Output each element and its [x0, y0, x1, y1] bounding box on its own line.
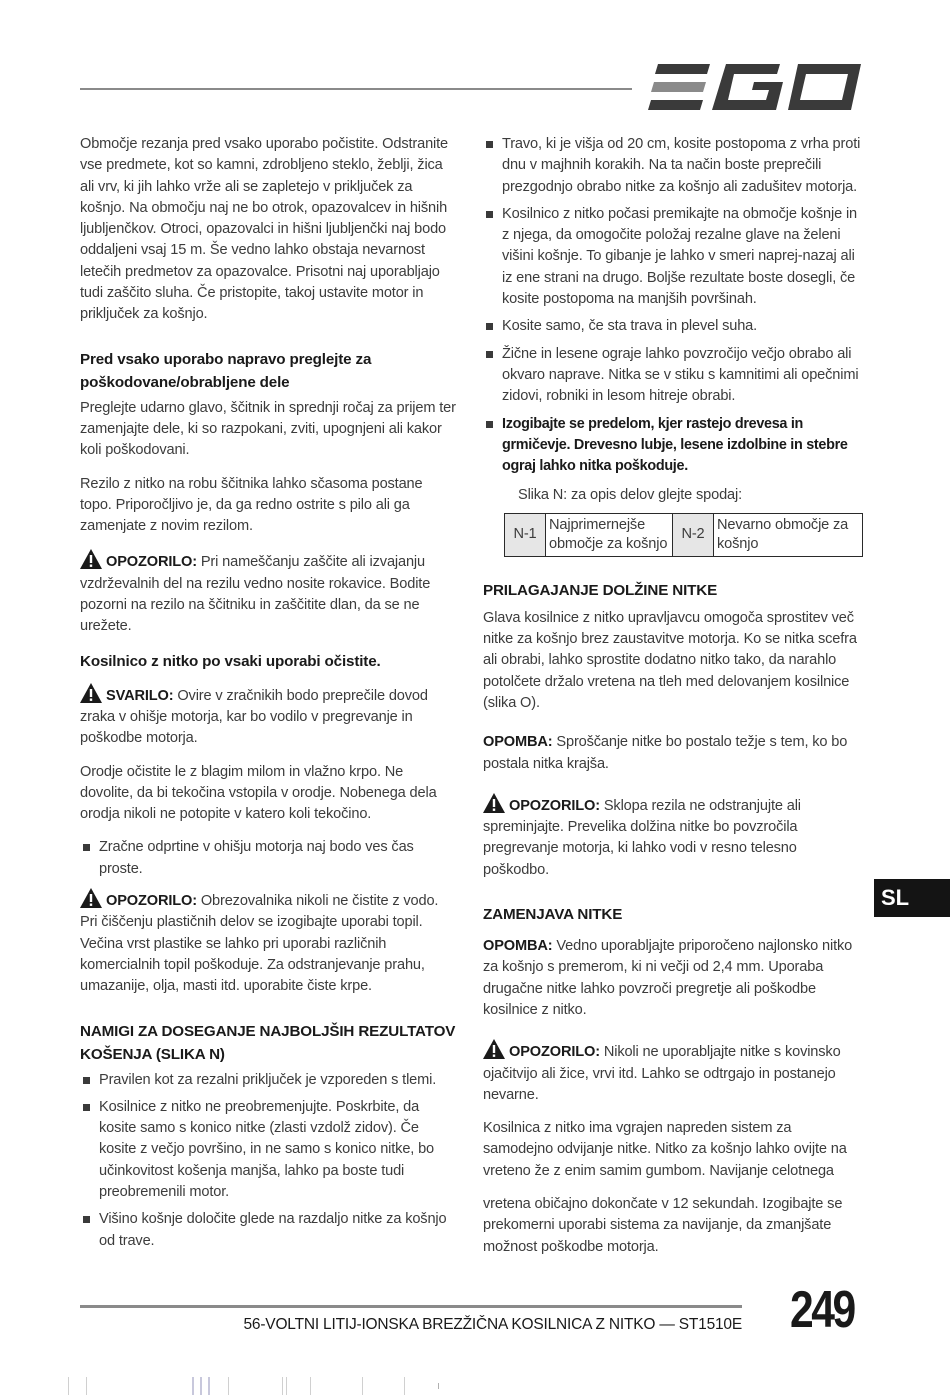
- list-item: Kosilnice z nitko ne preobremenjujte. Poskrbite, da kosite samo s konico nitke (zlasti vzdolž zidov). Če kosite z večjo površino, in ne samo s konico nitke, bo učinkovitost košenja manjša, lahko pa boste tudi preobremenili motor.: [80, 1097, 458, 1203]
- paragraph: Glava kosilnice z nitko upravljavcu omogoča sprostitev več nitke za košnjo brez zaustavitve motorja. Ko se nitka scefra ali obrabi, lahko sprostite dodatno nitko tako, da narahlo potolčete držalo vretena na tleh med delovanjem kosilnice (slika O).: [483, 609, 857, 711]
- bullet-list: [80, 837, 458, 880]
- section-heading: Kosilnico z nitko po vsaki uporabi očistite.: [80, 652, 381, 670]
- warning-label: OPOZORILO:: [509, 797, 600, 814]
- page-number: 249: [790, 1281, 854, 1339]
- warning-label: OPOZORILO:: [106, 554, 197, 571]
- footer-title: 56-VOLTNI LITIJ-IONSKA BREZŽIČNA KOSILNICA Z NITKO — ST1510E: [243, 1316, 742, 1333]
- caution-block: [80, 683, 458, 750]
- square-bullet-icon: [83, 1077, 90, 1084]
- square-bullet-icon: [486, 421, 493, 428]
- legend-description: Najprimernejše območje za košnjo: [546, 513, 673, 556]
- paragraph: Kosilnica z nitko ima vgrajen napreden sistem za samodejno odvijanje nitke. Nitko za košnjo lahko ovijte na vreteno že z enim samim gumbom. Navijanje celotnega: [483, 1120, 847, 1179]
- caution-label: SVARILO:: [106, 687, 174, 704]
- note-label: OPOMBA:: [483, 734, 553, 751]
- warning-block: [80, 888, 458, 997]
- warning-text: Nikoli ne uporabljajte nitke s kovinsko ojačitvijo ali žice, vrvi itd. Lahko se odtrgajo in postanejo nevarne.: [483, 1044, 841, 1103]
- warning-triangle-icon: [80, 888, 102, 908]
- square-bullet-icon: [486, 211, 493, 218]
- section-heading: Pred vsako uporabo napravo preglejte za poškodovane/obrabljene dele: [80, 350, 372, 391]
- warning-triangle-icon: [483, 1039, 505, 1059]
- table-row: [505, 513, 863, 556]
- caution-text: Ovire v zračnikih bodo preprečile dovod zraka v ohišje motorja, kar bo vodilo v pregrevanje in poškodbe motorja.: [80, 687, 428, 747]
- figure-caption: Slika N: za opis delov glejte spodaj:: [518, 487, 743, 504]
- warning-label: OPOZORILO:: [106, 893, 197, 910]
- ego-logo: [648, 62, 863, 114]
- list-item: Pravilen kot za rezalni priključek je vzporeden s tlemi.: [80, 1070, 458, 1091]
- language-tab: SL: [874, 879, 950, 917]
- legend-code: N-2: [673, 513, 714, 556]
- section-heading: PRILAGAJANJE DOLŽINE NITKE: [483, 581, 718, 599]
- right-column: [483, 134, 865, 1270]
- figure-legend-table: [504, 513, 863, 557]
- left-column: [80, 134, 458, 1260]
- square-bullet-icon: [83, 1216, 90, 1223]
- warning-block: [483, 1039, 865, 1106]
- warning-block: [483, 793, 865, 881]
- paragraph: Rezilo z nitko na robu ščitnika lahko sčasoma postane topo. Priporočljivo je, da ga redno ostrite s pilo ali ga zamenjate z novim rezilom.: [80, 475, 423, 535]
- list-item: Kosite samo, če sta trava in plevel suha.: [483, 316, 865, 337]
- section-heading: ZAMENJAVA NITKE: [483, 906, 623, 924]
- bullet-list: [483, 134, 865, 477]
- paragraph: Orodje očistite le z blagim milom in vlažno krpo. Ne dovolite, da bi tekočina vstopila v orodje. Nobenega dela orodja nikoli ne potopite v katero koli tekočino.: [80, 763, 437, 823]
- warning-text: Sklopa rezila ne odstranjujte ali spreminjajte. Prevelika dolžina nitke bo povzročila pregrevanje motorja, ki lahko vodi v resno telesno poškodbo.: [483, 797, 801, 878]
- list-item: Izogibajte se predelom, kjer rastejo drevesa in grmičevje. Drevesno lubje, lesene izdolbine in stebre ograj lahko nitka poškoduje.: [483, 414, 865, 478]
- square-bullet-icon: [83, 1104, 90, 1111]
- warning-label: OPOZORILO:: [509, 1044, 600, 1061]
- note-block: [483, 732, 865, 775]
- square-bullet-icon: [486, 141, 493, 148]
- footer-rule: [80, 1305, 742, 1308]
- warning-triangle-icon: [80, 683, 102, 703]
- header-rule: [80, 88, 632, 90]
- section-heading: NAMIGI ZA DOSEGANJE NAJBOLJŠIH REZULTATOV KOŠENJA (SLIKA N): [80, 1022, 456, 1063]
- warning-block: [80, 549, 458, 637]
- list-item: Žične in lesene ograje lahko povzročijo večjo obrabo ali okvaro naprave. Nitka se v stiku s kamnitimi ali opečnimi zidovi, robniki in lesom hitreje obrabi.: [483, 344, 865, 408]
- note-text: Sproščanje nitke bo postalo težje s tem, ko bo postala nitka krajša.: [483, 734, 848, 772]
- square-bullet-icon: [486, 323, 493, 330]
- list-item: Zračne odprtine v ohišju motorja naj bodo ves čas proste.: [80, 837, 458, 880]
- warning-triangle-icon: [80, 549, 102, 569]
- square-bullet-icon: [486, 351, 493, 358]
- warning-triangle-icon: [483, 793, 505, 813]
- list-item: Višino košnje določite glede na razdaljo nitke za košnjo od trave.: [80, 1209, 458, 1252]
- paragraph: Preglejte udarno glavo, ščitnik in sprednji ročaj za prijem ter zamenjajte dele, ki so razpokani, zviti, upognjeni ali kakor koli poškodovani.: [80, 399, 456, 459]
- paragraph: vretena običajno dokončate v 12 sekundah. Izogibajte se prekomerni uporabi sistema za navijanje, da zmanjšate možnost poškodbe motorja.: [483, 1195, 843, 1255]
- square-bullet-icon: [83, 844, 90, 851]
- warning-text: Pri nameščanju zaščite ali izvajanju vzdrževalnih del na rezilu vedno nosite rokavice. Bodite pozorni na rezilo na ščitniku in zaščitite dlan, da se ne urežete.: [80, 554, 431, 635]
- paragraph: Območje rezanja pred vsako uporabo počistite. Odstranite vse predmete, kot so kamni, zdrobljeno steklo, žeblji, žica ali vrv, ki jih lahko vrže ali se zapletejo v priključek za košnjo. Na območju naj ne bo otrok, opazovalcev in hišnih ljubljenčkov. Otroci, opazovalci in hišni ljubljenčki naj bodo oddaljeni vsaj 15 m. Še vedno lahko obstaja nevarnost letečih predmetov za opazovalce. Prisotni naj uporabljajo tudi zaščito sluha. Če pristopite, takoj ustavite motor in priključek za košnjo.: [80, 136, 448, 323]
- list-item: Kosilnico z nitko počasi premikajte na območje košnje in z njega, da omogočite položaj rezalne glave na želeni višini košnje. To gibanje je lahko v smeri naprej-nazaj ali iz ene strani na drugo. Boljše rezultate boste dosegli, če kosite postopoma na manjših površinah.: [483, 204, 865, 310]
- note-block: [483, 936, 865, 1021]
- note-text: Vedno uporabljajte priporočeno najlonsko nitko za košnjo s premerom, ki ni večji od 2,4 mm. Uporaba drugačne nitke lahko povzroči pregretje ali poškodbe kosilnice z nitko.: [483, 938, 853, 1018]
- warning-text: Obrezovalnika nikoli ne čistite z vodo. Pri čiščenju plastičnih delov se izogibajte uporabi topil. Večina vrst plastike se lahko pri uporabi različnih komercialnih topil poškoduje. Za odstranjevanje prahu, umazanije, olja, masti itd. uporabite čiste krpe.: [80, 893, 439, 995]
- print-registration-marks: [60, 1377, 460, 1397]
- legend-description: Nevarno območje za košnjo: [714, 513, 863, 556]
- list-item: Travo, ki je višja od 20 cm, kosite postopoma z vrha proti dnu v majhnih korakih. Na ta način boste preprečili prezgodnjo obrabo nitke za košnjo ali zadušitev motorja.: [483, 134, 865, 198]
- legend-code: N-1: [505, 513, 546, 556]
- bullet-list: [80, 1070, 458, 1252]
- note-label: OPOMBA:: [483, 938, 553, 955]
